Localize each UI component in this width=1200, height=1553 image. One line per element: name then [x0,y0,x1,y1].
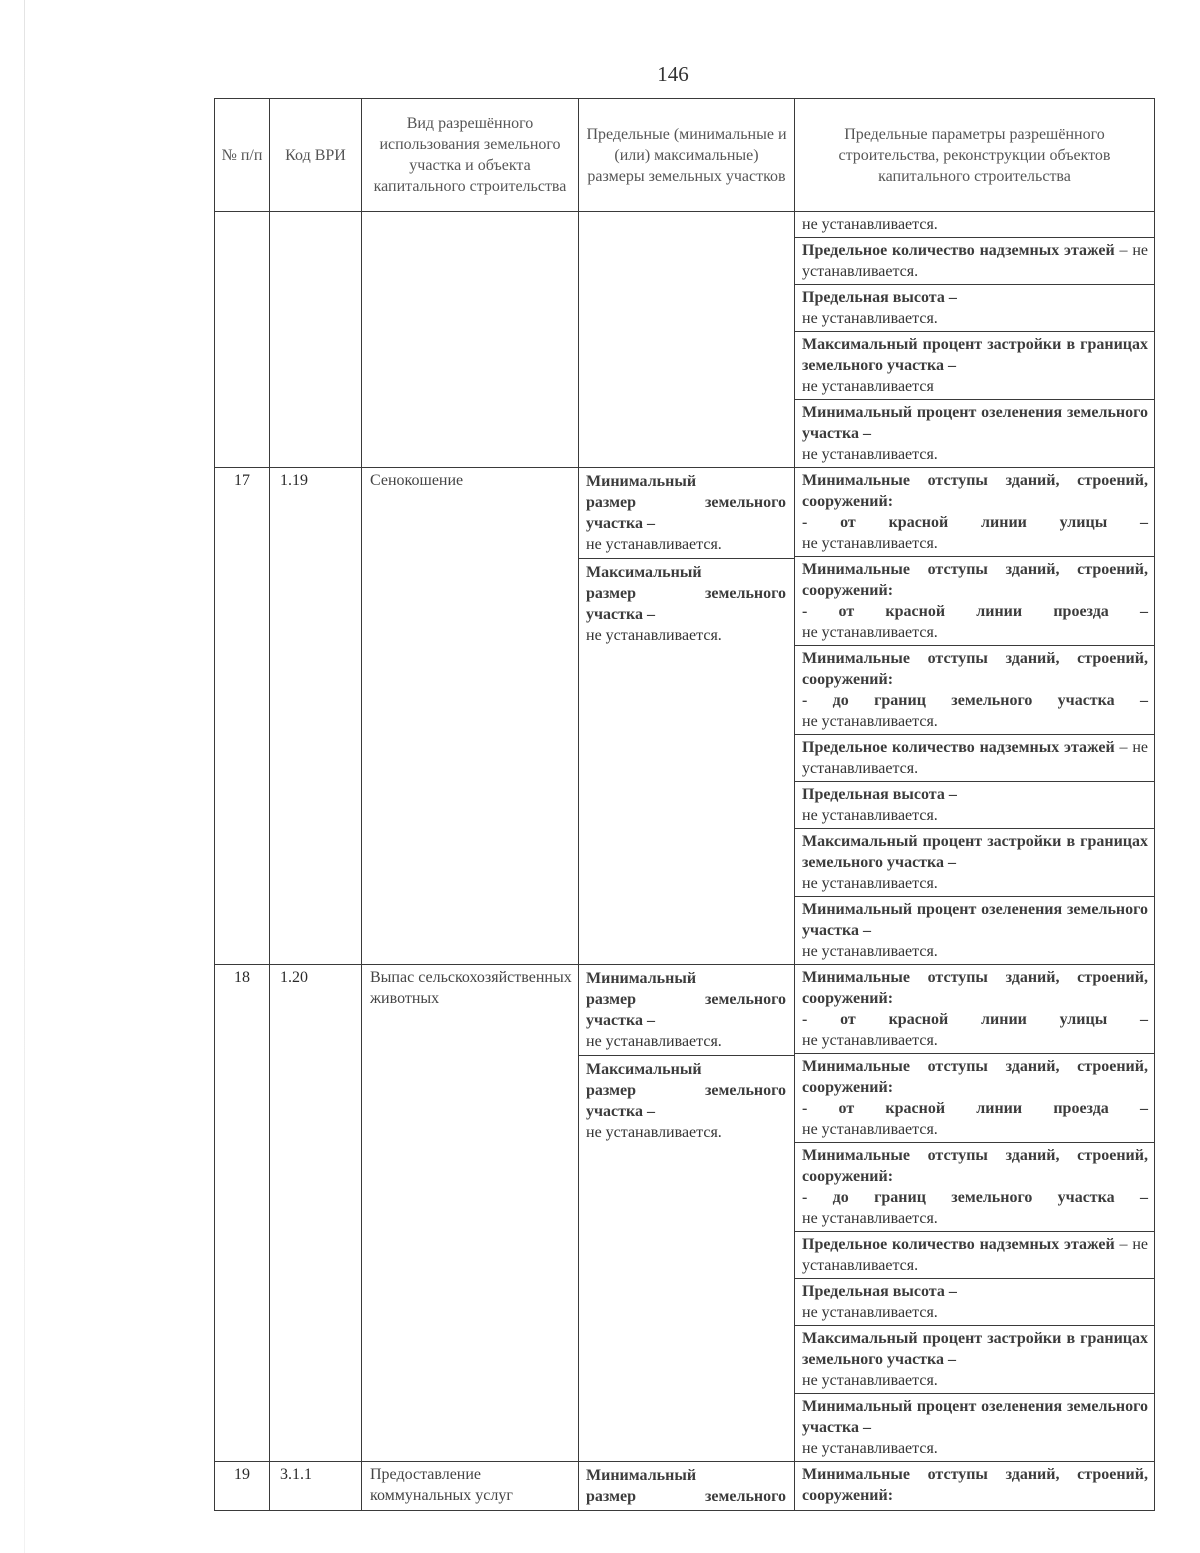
size-head: размер земельного [586,585,786,602]
size-head: Максимальный [586,1061,702,1078]
cell-code [270,212,362,468]
param-block [795,646,1154,735]
param-dash: - от красной линии проезда – [802,603,1148,620]
param-head: Минимальный процент озеленения земельного участка – [802,901,1148,939]
param-tail: не устанавливается. [802,1372,938,1389]
param-head: Минимальные отступы зданий, строений, сооружений: [802,1058,1148,1096]
param-head: Минимальные отступы зданий, строений, сооружений: [802,472,1148,510]
param-head: Минимальные отступы зданий, строений, сооружений: [802,1466,1148,1504]
param-head: Минимальный процент озеленения земельного участка – [802,1398,1148,1436]
param-block [795,557,1154,646]
cell-params [795,1462,1155,1511]
header-use: Вид разрешённого использования земельного участка и объекта капитального строительства [362,99,579,212]
param-tail: не устанавливается. [802,807,938,824]
size-block [579,965,794,1056]
cell-params [795,212,1155,468]
cell-num: 18 [215,965,270,1462]
size-head: Минимальный [586,473,697,490]
size-head: Максимальный [586,564,702,581]
size-head: Минимальный [586,970,697,987]
param-block [795,1462,1154,1508]
param-block [795,468,1154,557]
param-dash: - от красной линии улицы – [802,1011,1148,1028]
cell-num [215,212,270,468]
param-tail: не устанавливается. [802,1210,938,1227]
size-block [579,559,794,649]
param-tail: – не устанавливается. [802,739,1148,777]
scan-edge-mark [24,0,25,1553]
param-tail: – не устанавливается. [802,1236,1148,1274]
size-block [579,1056,794,1146]
param-tail: не устанавливается. [802,216,938,233]
param-block [795,735,1154,782]
param-block [795,829,1154,897]
param-tail: не устанавливается. [802,1121,938,1138]
param-head: Минимальные отступы зданий, строений, сооружений: [802,561,1148,599]
param-block [795,897,1154,964]
table-row [215,1462,1155,1511]
param-head: Минимальный процент озеленения земельного участка – [802,404,1148,442]
param-head: Максимальный процент застройки в границах земельного участка – [802,833,1148,871]
param-head: Предельная высота – [802,289,957,306]
param-block [795,332,1154,400]
param-block [795,1326,1154,1394]
page-number: 146 [657,62,689,86]
size-head: размер земельного [586,1488,786,1505]
size-block [579,1462,794,1510]
param-head: Предельное количество надземных этажей [802,242,1115,259]
param-tail: не устанавливается. [802,713,938,730]
size-tail: не устанавливается. [586,627,722,644]
size-tail: не устанавливается. [586,536,722,553]
param-head: Предельное количество надземных этажей [802,739,1115,756]
param-block [795,1394,1154,1461]
param-tail: – не устанавливается. [802,242,1148,280]
cell-num: 17 [215,468,270,965]
param-tail: не устанавливается [802,378,934,395]
cell-code: 1.20 [270,965,362,1462]
param-block [795,1232,1154,1279]
param-dash: - до границ земельного участка – [802,1189,1148,1206]
size-tail: не устанавливается. [586,1033,722,1050]
param-head: Минимальные отступы зданий, строений, сооружений: [802,1147,1148,1185]
param-block [795,1054,1154,1143]
size-head: участка – [586,606,655,623]
param-tail: не устанавливается. [802,943,938,960]
header-sizes: Предельные (минимальные и (или) максимальные) размеры земельных участков [579,99,795,212]
size-head: участка – [586,1103,655,1120]
size-head: участка – [586,515,655,532]
cell-use: Сенокошение [362,468,579,965]
param-tail: не устанавливается. [802,624,938,641]
param-dash: - от красной линии улицы – [802,514,1148,531]
header-code: Код ВРИ [270,99,362,212]
table-row [215,965,1155,1462]
table-row [215,468,1155,965]
param-block [795,782,1154,829]
cell-num: 19 [215,1462,270,1511]
regulations-table [214,98,1155,1511]
cell-code: 3.1.1 [270,1462,362,1511]
cell-use: Предоставление коммунальных услуг [362,1462,579,1511]
param-head: Минимальные отступы зданий, строений, сооружений: [802,650,1148,688]
size-head: участка – [586,1012,655,1029]
table-row-continuation [215,212,1155,468]
header-num: № п/п [215,99,270,212]
param-tail: не устанавливается. [802,1304,938,1321]
cell-code: 1.19 [270,468,362,965]
cell-sizes [579,468,795,965]
param-block [795,212,1154,238]
size-head: размер земельного [586,991,786,1008]
size-block [579,468,794,559]
table-header-row [215,99,1155,212]
cell-sizes [579,212,795,468]
param-dash: - до границ земельного участка – [802,692,1148,709]
param-tail: не устанавливается. [802,535,938,552]
size-tail: не устанавливается. [586,1124,722,1141]
size-head: Минимальный [586,1467,697,1484]
size-head: размер земельного [586,494,786,511]
param-head: Максимальный процент застройки в границах земельного участка – [802,336,1148,374]
param-head: Предельная высота – [802,786,957,803]
param-block [795,965,1154,1054]
header-params: Предельные параметры разрешённого строительства, реконструкции объектов капитального строительства [795,99,1155,212]
param-block [795,1143,1154,1232]
param-block [795,238,1154,285]
size-head: размер земельного [586,1082,786,1099]
param-block [795,400,1154,467]
cell-sizes [579,965,795,1462]
param-head: Предельное количество надземных этажей [802,1236,1115,1253]
param-tail: не устанавливается. [802,1032,938,1049]
param-block [795,285,1154,332]
param-head: Максимальный процент застройки в границах земельного участка – [802,1330,1148,1368]
param-dash: - от красной линии проезда – [802,1100,1148,1117]
cell-params [795,468,1155,965]
cell-sizes [579,1462,795,1511]
param-tail: не устанавливается. [802,1440,938,1457]
param-head: Предельная высота – [802,1283,957,1300]
cell-use: Выпас сельскохозяйственных животных [362,965,579,1462]
param-tail: не устанавливается. [802,310,938,327]
param-tail: не устанавливается. [802,875,938,892]
cell-params [795,965,1155,1462]
cell-use [362,212,579,468]
param-head: Минимальные отступы зданий, строений, сооружений: [802,969,1148,1007]
param-tail: не устанавливается. [802,446,938,463]
param-block [795,1279,1154,1326]
